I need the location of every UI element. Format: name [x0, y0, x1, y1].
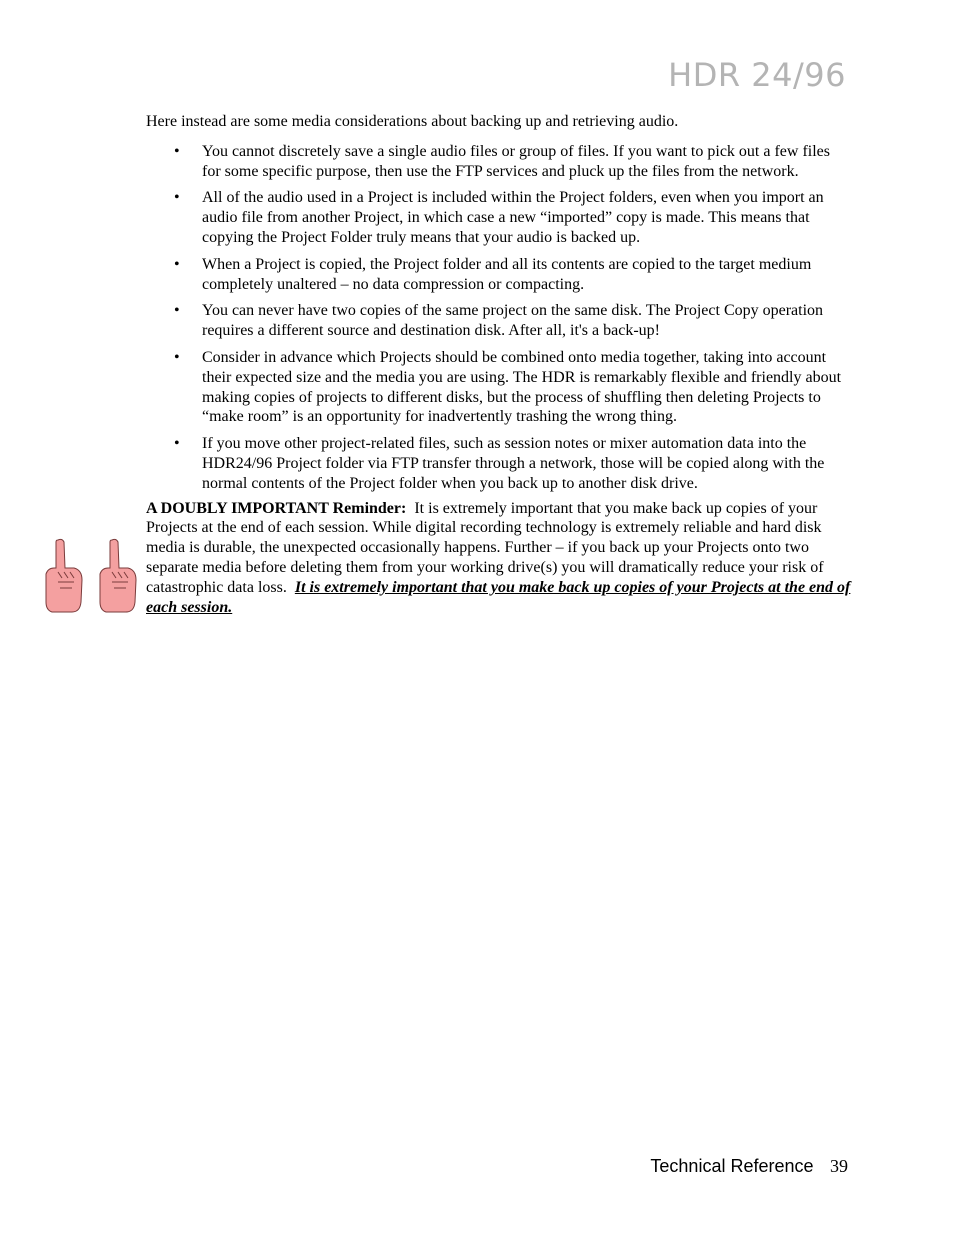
- list-item: [146, 348, 852, 427]
- reminder-paragraph: [146, 499, 852, 618]
- list-item: [146, 188, 852, 247]
- list-item-text: Consider in advance which Projects should be combined onto media together, taking into account their expected size and the media you are using. The HDR is remarkably flexible and friendly about making copies of projects to different disks, but the process of shuffling then deleting Projects to “make room” is an opportunity for inadvertently trashing the wrong thing.: [202, 348, 842, 426]
- bullet-icon: •: [174, 348, 180, 366]
- list-item: [146, 434, 852, 493]
- bullet-icon: •: [174, 255, 180, 273]
- raised-index-finger-hands-icon: [44, 538, 140, 616]
- bullet-icon: •: [174, 435, 180, 453]
- page-footer: [650, 1156, 848, 1177]
- reminder-body: It is extremely important that you make back up copies of your Projects at the end of each session. While digital recording technology is extremely reliable and hard disk media is durable, the unexpected occasionally happens. Further – if you back up your Projects onto two separate media before deleting them from your working drive(s) you will dramatically reduce your risk of catastrophic data loss.: [146, 499, 824, 596]
- list-item-text: You cannot discretely save a single audio files or group of files. If you want to pick out a few files for some specific purpose, then use the FTP services and pluck up the files from the network.: [202, 142, 830, 180]
- bullet-icon: •: [174, 189, 180, 207]
- list-item-text: If you move other project-related files, such as session notes or mixer automation data into the HDR24/96 Project folder via FTP transfer through a network, those will be copied along with the normal contents of the Project folder when you back up to another disk drive.: [202, 435, 825, 492]
- page-number: 39: [830, 1156, 848, 1176]
- list-item: [146, 255, 852, 295]
- right-hand-icon: [100, 539, 136, 612]
- left-hand-icon: [46, 539, 82, 612]
- list-item-text: You can never have two copies of the same project on the same disk. The Project Copy operation requires a different source and destination disk. After all, it's a back-up!: [202, 302, 824, 340]
- list-item: [146, 142, 852, 182]
- footer-section-label: Technical Reference: [650, 1156, 814, 1176]
- page-header-title: HDR 24/96: [668, 56, 846, 94]
- considerations-list: [146, 142, 852, 494]
- list-item-text: All of the audio used in a Project is included within the Project folders, even when you import an audio file from another Project, in which case a new “imported” copy is made. This means that copying the Project Folder truly means that your audio is backed up.: [202, 189, 824, 246]
- bullet-icon: •: [174, 302, 180, 320]
- page-content: [146, 112, 852, 617]
- intro-paragraph: Here instead are some media considerations about backing up and retrieving audio.: [146, 113, 679, 130]
- list-item-text: When a Project is copied, the Project folder and all its contents are copied to the target medium completely unaltered – no data compression or compacting.: [202, 255, 812, 293]
- reminder-emphasis: It is extremely important that you make back up copies of your Projects at the end of each session.: [146, 578, 851, 616]
- list-item: [146, 301, 852, 341]
- bullet-icon: •: [174, 142, 180, 160]
- reminder-lead: A DOUBLY IMPORTANT Reminder:: [146, 499, 407, 517]
